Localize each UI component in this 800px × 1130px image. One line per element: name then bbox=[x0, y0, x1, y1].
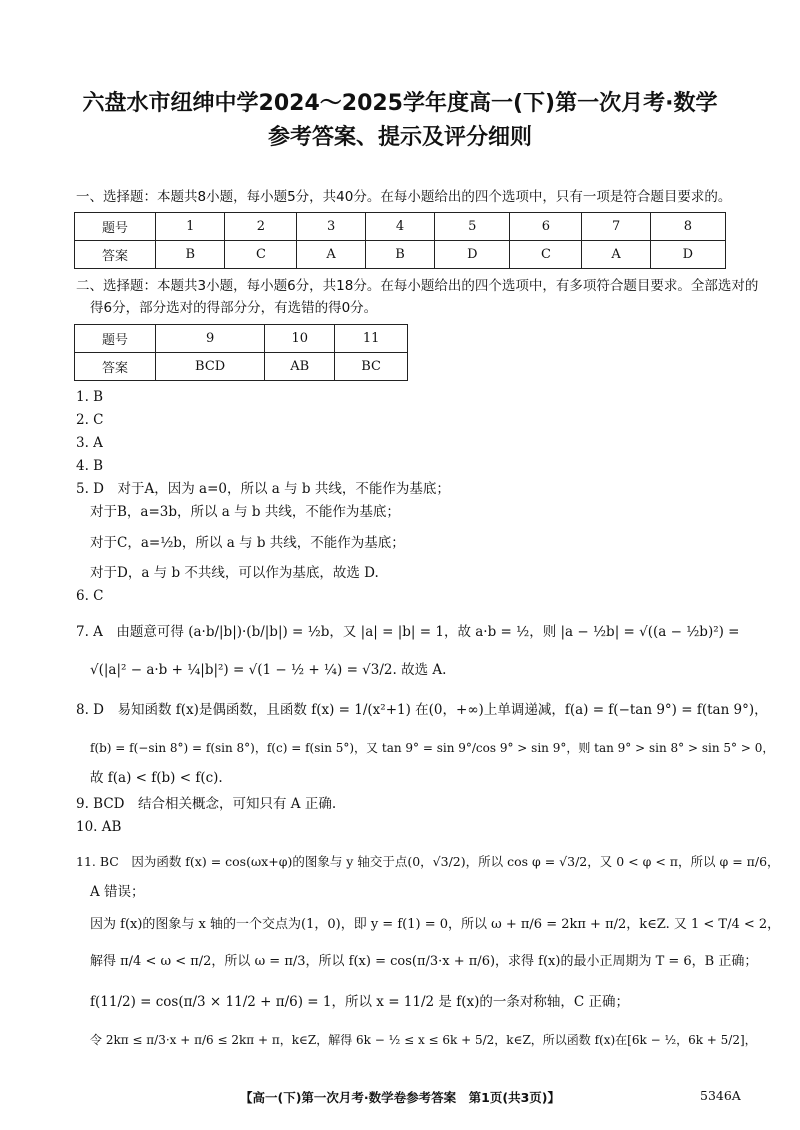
table-cell: BCD bbox=[156, 353, 265, 381]
table-cell: C bbox=[510, 241, 582, 269]
solution-line: 5. D 对于A，因为 a=0，所以 a 与 b 共线，不能作为基底； bbox=[76, 481, 450, 497]
table-cell: B bbox=[365, 241, 434, 269]
solution-line: 对于D，a 与 b 不共线，可以作为基底，故选 D. bbox=[90, 565, 379, 581]
section2-heading-line1: 二、选择题：本题共3小题，每小题6分，共18分。在每小题给出的四个选项中，有多项符合题目要求。全部选对的 bbox=[76, 278, 759, 294]
table-cell: D bbox=[650, 241, 725, 269]
table-cell: 8 bbox=[650, 213, 725, 241]
section1-answer-table bbox=[74, 212, 726, 269]
solution-line: 9. BCD 结合相关概念，可知只有 A 正确. bbox=[76, 796, 337, 812]
table-cell: 10 bbox=[265, 325, 335, 353]
section1-heading: 一、选择题：本题共8小题，每小题5分，共40分。在每小题给出的四个选项中，只有一项是符合题目要求的。 bbox=[76, 189, 732, 205]
table-cell: D bbox=[435, 241, 510, 269]
table-cell: 6 bbox=[510, 213, 582, 241]
solution-line: 4. B bbox=[76, 458, 104, 474]
table-header-cell: 答案 bbox=[75, 241, 156, 269]
solution-line: 令 2kπ ≤ π/3·x + π/6 ≤ 2kπ + π，k∈Z，解得 6k − ½ ≤ x ≤ 6k + 5/2，k∈Z，所以函数 f(x)在[6k − ½，6k + 5/2]， bbox=[90, 1033, 757, 1047]
table-cell: C bbox=[225, 241, 297, 269]
table-row bbox=[75, 353, 408, 381]
table-row bbox=[75, 213, 726, 241]
solution-line: 解得 π/4 < ω < π/2，所以 ω = π/3，所以 f(x) = cos(π/3·x + π/6)，求得 f(x)的最小正周期为 T = 6，B 正确； bbox=[90, 954, 758, 969]
table-cell: B bbox=[156, 241, 225, 269]
table-cell: 1 bbox=[156, 213, 225, 241]
document-code: 5346A bbox=[700, 1088, 741, 1103]
solution-line: 故 f(a) < f(b) < f(c). bbox=[90, 770, 223, 786]
page-footer: 【高一(下)第一次月考·数学卷参考答案 第1页(共3页)】 bbox=[240, 1090, 560, 1105]
table-cell: A bbox=[297, 241, 365, 269]
table-cell: 11 bbox=[335, 325, 408, 353]
solution-line: f(11/2) = cos(π/3 × 11/2 + π/6) = 1，所以 x = 11/2 是 f(x)的一条对称轴，C 正确； bbox=[90, 994, 629, 1010]
solution-line: 7. A 由题意可得 (a·b/|b|)·(b/|b|) = ½b，又 |a| = |b| = 1，故 a·b = ½，则 |a − ½b| = √((a − ½b)²) = bbox=[76, 624, 740, 640]
solution-line: 10. AB bbox=[76, 819, 122, 835]
table-cell: 7 bbox=[582, 213, 650, 241]
document-subtitle: 参考答案、提示及评分细则 bbox=[267, 125, 532, 150]
section2-answer-table bbox=[74, 324, 408, 381]
table-cell: 3 bbox=[297, 213, 365, 241]
table-cell: AB bbox=[265, 353, 335, 381]
table-cell: 2 bbox=[225, 213, 297, 241]
table-header-cell: 题号 bbox=[75, 213, 156, 241]
solution-line: √(|a|² − a·b + ¼|b|²) = √(1 − ½ + ¼) = √3/2. 故选 A. bbox=[90, 662, 447, 678]
solution-line: 对于B，a=3b，所以 a 与 b 共线，不能作为基底； bbox=[90, 504, 400, 520]
document-title: 六盘水市纽绅中学2024～2025学年度高一(下)第一次月考·数学 bbox=[82, 91, 718, 116]
solution-line: 对于C，a=½b，所以 a 与 b 共线，不能作为基底； bbox=[90, 535, 405, 551]
table-cell: 4 bbox=[365, 213, 434, 241]
solution-line: A 错误； bbox=[90, 884, 145, 900]
solution-line: 因为 f(x)的图象与 x 轴的一个交点为(1，0)，即 y = f(1) = 0，所以 ω + π/6 = 2kπ + π/2，k∈Z. 又 1 < T/4 < 2， bbox=[90, 917, 781, 932]
section2-heading-line2: 得6分，部分选对的得部分分，有选错的得0分。 bbox=[90, 300, 378, 316]
table-row bbox=[75, 241, 726, 269]
table-cell: BC bbox=[335, 353, 408, 381]
solution-line: 3. A bbox=[76, 435, 103, 451]
solution-line: 1. B bbox=[76, 389, 104, 405]
table-cell: 9 bbox=[156, 325, 265, 353]
solution-line: 11. BC 因为函数 f(x) = cos(ωx+φ)的图象与 y 轴交于点(0，√3/2)，所以 cos φ = √3/2，又 0 < φ < π，所以 φ = π/6， bbox=[76, 854, 780, 869]
table-header-cell: 题号 bbox=[75, 325, 156, 353]
solution-line: 6. C bbox=[76, 588, 104, 604]
solution-line: 2. C bbox=[76, 412, 104, 428]
table-cell: 5 bbox=[435, 213, 510, 241]
table-header-cell: 答案 bbox=[75, 353, 156, 381]
solution-line: f(b) = f(−sin 8°) = f(sin 8°)，f(c) = f(sin 5°)，又 tan 9° = sin 9°/cos 9° > sin 9°，则 tan 9° > sin 8° > sin 5° > 0， bbox=[90, 741, 775, 755]
table-cell: A bbox=[582, 241, 650, 269]
table-row bbox=[75, 325, 408, 353]
solution-line: 8. D 易知函数 f(x)是偶函数，且函数 f(x) = 1/(x²+1) 在(0，+∞)上单调递减，f(a) = f(−tan 9°) = f(tan 9°)， bbox=[76, 702, 768, 718]
